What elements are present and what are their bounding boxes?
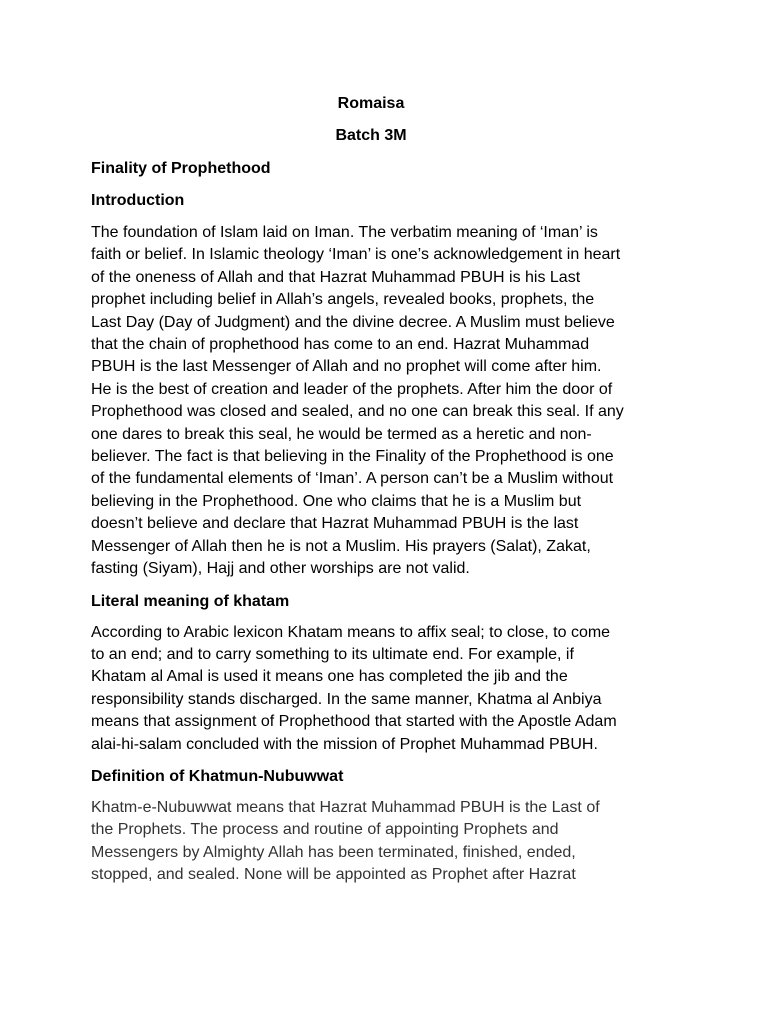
section-paragraph-introduction xyxy=(91,222,651,581)
paragraph-line: fasting (Siyam), Hajj and other worships are not valid. xyxy=(91,560,470,578)
paragraph-line: Messenger of Allah then he is not a Muslim. His prayers (Salat), Zakat, xyxy=(91,537,591,555)
paragraph-line: PBUH is the last Messenger of Allah and no prophet will come after him. xyxy=(91,358,602,376)
paragraph-line: believer. The fact is that believing in the Finality of the Prophethood is one xyxy=(91,448,614,466)
paragraph-line: of the fundamental elements of ‘Iman’. A person can’t be a Muslim without xyxy=(91,470,614,488)
section-heading-literal-meaning: Literal meaning of khatam xyxy=(91,592,290,610)
document-page xyxy=(91,93,651,887)
batch-label: Batch 3M xyxy=(335,127,407,144)
paragraph-line: of the oneness of Allah and that Hazrat Muhammad PBUH is his Last xyxy=(91,268,581,286)
paragraph-line: Messengers by Almighty Allah has been terminated, finished, ended, xyxy=(91,843,576,861)
paragraph-line: doesn’t believe and declare that Hazrat Muhammad PBUH is the last xyxy=(91,515,579,533)
section-paragraph-literal-meaning xyxy=(91,622,651,756)
section-heading-introduction: Introduction xyxy=(91,192,185,209)
paragraph-line: Last Day (Day of Judgment) and the divine decree. A Muslim must believe xyxy=(91,313,615,331)
document-title: Finality of Prophethood xyxy=(91,160,271,177)
paragraph-line: that the chain of prophethood has come to an end. Hazrat Muhammad xyxy=(91,336,590,354)
paragraph-line: prophet including belief in Allah’s angels, revealed books, prophets, the xyxy=(91,291,595,309)
paragraph-line: Khatm-e-Nubuwwat means that Hazrat Muhammad PBUH is the Last of xyxy=(91,798,600,816)
paragraph-line: means that assignment of Prophethood that started with the Apostle Adam xyxy=(91,713,617,731)
paragraph-line: to an end; and to carry something to its ultimate end. For example, if xyxy=(91,645,574,663)
paragraph-line: believing in the Prophethood. One who claims that he is a Muslim but xyxy=(91,492,582,510)
paragraph-line: stopped, and sealed. None will be appointed as Prophet after Hazrat xyxy=(91,866,576,884)
section-paragraph-definition xyxy=(91,797,651,887)
paragraph-line: The foundation of Islam laid on Iman. The verbatim meaning of ‘Iman’ is xyxy=(91,224,598,241)
paragraph-line: According to Arabic lexicon Khatam means to affix seal; to close, to come xyxy=(91,623,611,641)
paragraph-line: responsibility stands discharged. In the same manner, Khatma al Anbiya xyxy=(91,690,602,708)
paragraph-line: He is the best of creation and leader of the prophets. After him the door of xyxy=(91,380,613,398)
paragraph-line: one dares to break this seal, he would be termed as a heretic and non- xyxy=(91,425,592,443)
paragraph-line: the Prophets. The process and routine of appointing Prophets and xyxy=(91,821,559,839)
paragraph-line: faith or belief. In Islamic theology ‘Iman’ is one’s acknowledgement in heart xyxy=(91,246,621,264)
paragraph-line: Khatam al Amal is used it means one has completed the jib and the xyxy=(91,668,568,686)
paragraph-line: Prophethood was closed and sealed, and no one can break this seal. If any xyxy=(91,403,624,421)
author-name: Romaisa xyxy=(337,95,405,112)
section-heading-definition: Definition of Khatmun-Nubuwwat xyxy=(91,767,344,785)
paragraph-line: alai-hi-salam concluded with the mission of Prophet Muhammad PBUH. xyxy=(91,735,598,753)
